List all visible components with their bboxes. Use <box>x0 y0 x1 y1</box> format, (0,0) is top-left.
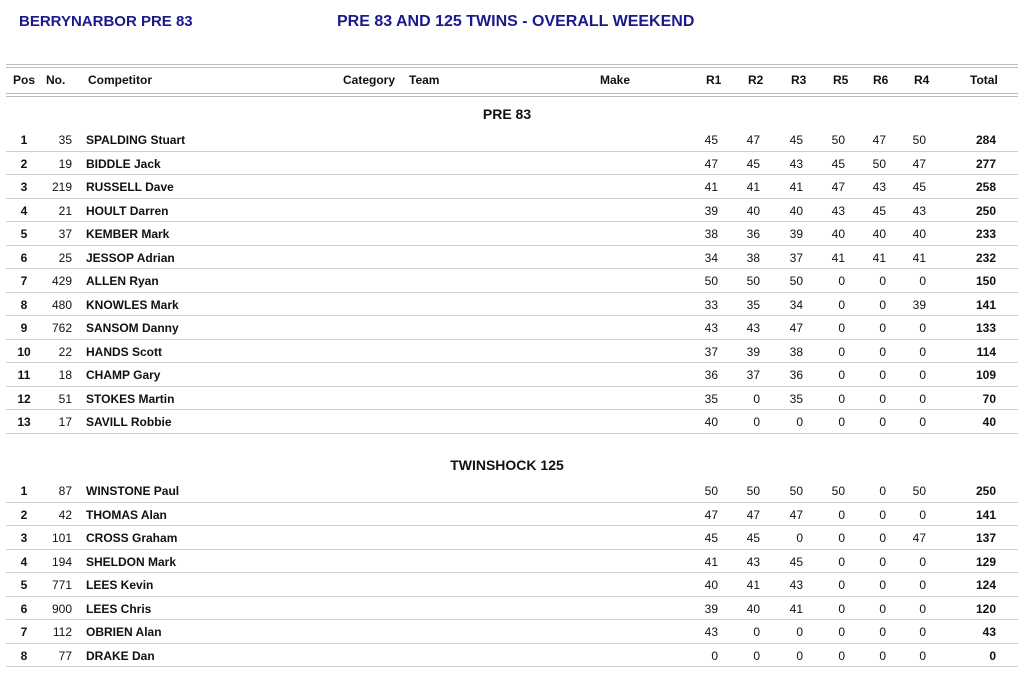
table-row <box>6 643 1018 668</box>
r2-cell: 36 <box>746 227 760 241</box>
position-cell: 2 <box>20 507 28 522</box>
r2-cell: 47 <box>746 133 760 147</box>
number-cell: 101 <box>51 531 72 545</box>
r5-cell: 40 <box>831 227 845 241</box>
r6-cell: 0 <box>879 344 886 359</box>
r2-cell: 43 <box>746 554 760 569</box>
position-cell: 7 <box>20 625 28 639</box>
number-cell: 17 <box>58 415 72 429</box>
competitor-cell: KNOWLES Mark <box>86 297 179 312</box>
col-make: Make <box>600 73 631 87</box>
total-cell: 120 <box>975 601 996 616</box>
r5-cell: 0 <box>838 601 845 616</box>
r1-cell: 41 <box>704 554 718 569</box>
table-row <box>6 127 1018 152</box>
competitor-cell: CHAMP Gary <box>86 368 161 382</box>
total-cell: 129 <box>975 554 996 569</box>
number-cell: 762 <box>51 321 72 335</box>
table-row <box>6 315 1018 340</box>
r1-cell: 50 <box>704 274 718 288</box>
r4-cell: 0 <box>919 625 926 639</box>
r6-cell: 0 <box>879 578 886 592</box>
competitor-cell: STOKES Martin <box>86 391 175 406</box>
table-row <box>6 596 1018 621</box>
r4-cell: 47 <box>912 531 926 545</box>
r2-cell: 47 <box>746 507 760 522</box>
r4-cell: 41 <box>912 250 926 265</box>
r2-cell: 0 <box>753 391 760 406</box>
position-cell: 1 <box>20 133 28 147</box>
r3-cell: 45 <box>789 133 803 147</box>
total-cell: 141 <box>975 507 996 522</box>
r3-cell: 43 <box>789 578 803 592</box>
r1-cell: 33 <box>704 297 718 312</box>
number-cell: 35 <box>58 133 72 147</box>
number-cell: 37 <box>58 227 72 241</box>
number-cell: 22 <box>58 344 72 359</box>
competitor-cell: BIDDLE Jack <box>86 156 161 171</box>
competitor-cell: SHELDON Mark <box>86 554 177 569</box>
r6-cell: 0 <box>879 415 886 429</box>
r3-cell: 34 <box>789 297 803 312</box>
r1-cell: 40 <box>704 578 718 592</box>
table-row <box>6 386 1018 411</box>
r3-cell: 47 <box>789 507 803 522</box>
r5-cell: 0 <box>838 368 845 382</box>
r2-cell: 41 <box>746 180 760 194</box>
col-r6: R6 <box>873 73 889 87</box>
competitor-cell: DRAKE Dan <box>86 648 155 663</box>
table-row <box>6 572 1018 597</box>
header-rule-top <box>6 64 1018 65</box>
r5-cell: 0 <box>838 274 845 288</box>
position-cell: 9 <box>20 321 28 335</box>
total-cell: 70 <box>982 391 996 406</box>
competitor-cell: SPALDING Stuart <box>86 133 186 147</box>
position-cell: 4 <box>20 554 28 569</box>
number-cell: 480 <box>51 297 72 312</box>
section-title-twinshock125: TWINSHOCK 125 <box>450 457 564 473</box>
table-row <box>6 174 1018 199</box>
r1-cell: 43 <box>704 625 718 639</box>
table-row <box>6 268 1018 293</box>
r1-cell: 47 <box>704 156 718 171</box>
r3-cell: 0 <box>796 415 803 429</box>
r2-cell: 50 <box>746 484 760 498</box>
r6-cell: 45 <box>872 203 886 218</box>
results-title: PRE 83 AND 125 TWINS - OVERALL WEEKEND <box>337 13 695 30</box>
total-cell: 232 <box>975 250 996 265</box>
r6-cell: 0 <box>879 507 886 522</box>
total-cell: 277 <box>975 156 996 171</box>
number-cell: 194 <box>51 554 72 569</box>
total-cell: 258 <box>975 180 996 194</box>
r6-cell: 0 <box>879 648 886 663</box>
r1-cell: 45 <box>704 531 718 545</box>
number-cell: 77 <box>58 648 72 663</box>
r3-cell: 35 <box>789 391 803 406</box>
table-row <box>6 478 1018 503</box>
r1-cell: 36 <box>704 368 718 382</box>
r5-cell: 0 <box>838 391 845 406</box>
r4-cell: 0 <box>919 554 926 569</box>
competitor-cell: HOULT Darren <box>86 203 169 218</box>
r5-cell: 41 <box>831 250 845 265</box>
r1-cell: 39 <box>704 203 718 218</box>
position-cell: 8 <box>20 297 28 312</box>
col-r1: R1 <box>706 73 722 87</box>
competitor-cell: OBRIEN Alan <box>86 625 162 639</box>
number-cell: 42 <box>58 507 72 522</box>
total-cell: 109 <box>975 368 996 382</box>
r5-cell: 47 <box>831 180 845 194</box>
r5-cell: 0 <box>838 648 845 663</box>
r6-cell: 0 <box>879 274 886 288</box>
r2-cell: 40 <box>746 203 760 218</box>
r6-cell: 41 <box>872 250 886 265</box>
competitor-cell: JESSOP Adrian <box>86 250 175 265</box>
number-cell: 21 <box>58 203 72 218</box>
r1-cell: 41 <box>704 180 718 194</box>
r4-cell: 0 <box>919 648 926 663</box>
r2-cell: 41 <box>746 578 760 592</box>
r2-cell: 45 <box>746 531 760 545</box>
r3-cell: 50 <box>789 274 803 288</box>
r5-cell: 0 <box>838 321 845 335</box>
col-category: Category <box>343 73 396 87</box>
total-cell: 284 <box>975 133 996 147</box>
r6-cell: 0 <box>879 625 886 639</box>
r5-cell: 50 <box>831 484 845 498</box>
number-cell: 900 <box>51 601 72 616</box>
r4-cell: 40 <box>912 227 926 241</box>
r1-cell: 40 <box>704 415 718 429</box>
number-cell: 429 <box>51 274 72 288</box>
competitor-cell: ALLEN Ryan <box>86 274 159 288</box>
position-cell: 6 <box>20 250 28 265</box>
r3-cell: 37 <box>789 250 803 265</box>
total-cell: 250 <box>975 203 996 218</box>
table-row <box>6 525 1018 550</box>
r3-cell: 0 <box>796 531 803 545</box>
r2-cell: 0 <box>753 648 760 663</box>
r3-cell: 36 <box>789 368 803 382</box>
r2-cell: 43 <box>746 321 760 335</box>
col-no: No. <box>46 73 66 87</box>
r1-cell: 47 <box>704 507 718 522</box>
r5-cell: 45 <box>831 156 845 171</box>
r4-cell: 50 <box>912 484 926 498</box>
r2-cell: 39 <box>746 344 760 359</box>
header-rule-bottom-2 <box>6 96 1018 97</box>
r2-cell: 37 <box>746 368 760 382</box>
position-cell: 4 <box>20 203 28 218</box>
r6-cell: 0 <box>879 391 886 406</box>
table-row <box>6 339 1018 364</box>
competitor-cell: LEES Kevin <box>86 578 154 592</box>
r3-cell: 41 <box>789 601 803 616</box>
total-cell: 250 <box>975 484 996 498</box>
r6-cell: 0 <box>879 321 886 335</box>
r6-cell: 0 <box>879 531 886 545</box>
number-cell: 771 <box>51 578 72 592</box>
r4-cell: 0 <box>919 578 926 592</box>
r1-cell: 45 <box>704 133 718 147</box>
competitor-cell: HANDS Scott <box>86 344 163 359</box>
r5-cell: 0 <box>838 578 845 592</box>
table-row <box>6 292 1018 317</box>
col-r3: R3 <box>791 73 807 87</box>
number-cell: 112 <box>52 625 72 639</box>
total-cell: 150 <box>975 274 996 288</box>
total-cell: 124 <box>975 578 996 592</box>
total-cell: 0 <box>989 648 996 663</box>
r6-cell: 0 <box>879 368 886 382</box>
table-row <box>6 362 1018 387</box>
position-cell: 11 <box>17 368 31 382</box>
r1-cell: 50 <box>704 484 718 498</box>
event-title: BERRYNARBOR PRE 83 <box>19 13 193 30</box>
table-row <box>6 198 1018 223</box>
number-cell: 19 <box>58 156 72 171</box>
r1-cell: 0 <box>711 648 718 663</box>
r4-cell: 39 <box>912 297 926 312</box>
r4-cell: 0 <box>919 344 926 359</box>
total-cell: 43 <box>982 625 996 639</box>
col-r2: R2 <box>748 73 764 87</box>
r3-cell: 39 <box>789 227 803 241</box>
r1-cell: 38 <box>704 227 718 241</box>
r2-cell: 38 <box>746 250 760 265</box>
r3-cell: 50 <box>789 484 803 498</box>
header-rule-bottom <box>6 93 1018 94</box>
total-cell: 141 <box>975 297 996 312</box>
r4-cell: 47 <box>912 156 926 171</box>
position-cell: 5 <box>20 227 28 241</box>
position-cell: 3 <box>20 180 28 194</box>
r1-cell: 37 <box>704 344 718 359</box>
table-row <box>6 549 1018 574</box>
r3-cell: 38 <box>789 344 803 359</box>
competitor-cell: THOMAS Alan <box>86 507 167 522</box>
r3-cell: 41 <box>789 180 803 194</box>
total-cell: 114 <box>976 344 996 359</box>
r2-cell: 45 <box>746 156 760 171</box>
r6-cell: 0 <box>879 484 886 498</box>
r5-cell: 43 <box>831 203 845 218</box>
r2-cell: 0 <box>753 415 760 429</box>
r5-cell: 0 <box>838 297 845 312</box>
r4-cell: 0 <box>919 601 926 616</box>
header-rule-top-2 <box>6 67 1018 68</box>
competitor-cell: SANSOM Danny <box>86 321 179 335</box>
r4-cell: 0 <box>919 507 926 522</box>
position-cell: 7 <box>20 274 28 288</box>
r2-cell: 40 <box>746 601 760 616</box>
r6-cell: 0 <box>879 297 886 312</box>
position-cell: 2 <box>20 156 28 171</box>
r3-cell: 45 <box>789 554 803 569</box>
number-cell: 51 <box>58 391 72 406</box>
position-cell: 13 <box>17 415 31 429</box>
r3-cell: 43 <box>789 156 803 171</box>
r4-cell: 0 <box>919 368 926 382</box>
r3-cell: 0 <box>796 648 803 663</box>
r6-cell: 43 <box>872 180 886 194</box>
r1-cell: 43 <box>704 321 718 335</box>
r6-cell: 0 <box>879 601 886 616</box>
number-cell: 18 <box>58 368 72 382</box>
r5-cell: 0 <box>838 625 845 639</box>
total-cell: 137 <box>975 531 996 545</box>
r2-cell: 35 <box>746 297 760 312</box>
r5-cell: 0 <box>838 531 845 545</box>
total-cell: 233 <box>975 227 996 241</box>
r5-cell: 0 <box>838 344 845 359</box>
r5-cell: 0 <box>838 415 845 429</box>
col-r5: R5 <box>833 73 849 87</box>
r6-cell: 50 <box>872 156 886 171</box>
r4-cell: 0 <box>919 321 926 335</box>
col-r4: R4 <box>914 73 930 87</box>
competitor-cell: KEMBER Mark <box>86 227 170 241</box>
table-row <box>6 409 1018 434</box>
table-row <box>6 502 1018 527</box>
position-cell: 8 <box>20 648 28 663</box>
r4-cell: 50 <box>912 133 926 147</box>
r5-cell: 50 <box>831 133 845 147</box>
r6-cell: 0 <box>879 554 886 569</box>
position-cell: 5 <box>20 578 28 592</box>
r4-cell: 45 <box>912 180 926 194</box>
table-row <box>6 221 1018 246</box>
r3-cell: 47 <box>789 321 803 335</box>
r1-cell: 35 <box>704 391 718 406</box>
position-cell: 10 <box>17 344 31 359</box>
r6-cell: 47 <box>872 133 886 147</box>
r2-cell: 0 <box>753 625 760 639</box>
r5-cell: 0 <box>838 554 845 569</box>
r3-cell: 40 <box>789 203 803 218</box>
r3-cell: 0 <box>796 625 803 639</box>
competitor-cell: RUSSELL Dave <box>86 180 174 194</box>
r6-cell: 40 <box>872 227 886 241</box>
competitor-cell: CROSS Graham <box>86 531 178 545</box>
position-cell: 1 <box>20 484 28 498</box>
col-competitor: Competitor <box>88 73 152 87</box>
r4-cell: 43 <box>912 203 926 218</box>
table-row <box>6 151 1018 176</box>
number-cell: 219 <box>51 180 72 194</box>
competitor-cell: WINSTONE Paul <box>86 484 180 498</box>
r4-cell: 0 <box>919 391 926 406</box>
total-cell: 40 <box>982 415 996 429</box>
table-row <box>6 245 1018 270</box>
total-cell: 133 <box>975 321 996 335</box>
r1-cell: 39 <box>704 601 718 616</box>
competitor-cell: LEES Chris <box>86 601 152 616</box>
r5-cell: 0 <box>838 507 845 522</box>
r4-cell: 0 <box>919 415 926 429</box>
position-cell: 12 <box>17 391 31 406</box>
number-cell: 25 <box>58 250 72 265</box>
r4-cell: 0 <box>919 274 926 288</box>
r2-cell: 50 <box>746 274 760 288</box>
position-cell: 6 <box>20 601 28 616</box>
competitor-cell: SAVILL Robbie <box>86 415 172 429</box>
col-pos: Pos <box>13 73 36 87</box>
position-cell: 3 <box>20 531 28 545</box>
table-row <box>6 619 1018 644</box>
r1-cell: 34 <box>704 250 718 265</box>
section-title-pre83: PRE 83 <box>482 106 532 122</box>
number-cell: 87 <box>58 484 72 498</box>
col-total: Total <box>970 73 998 87</box>
col-team: Team <box>409 73 440 87</box>
